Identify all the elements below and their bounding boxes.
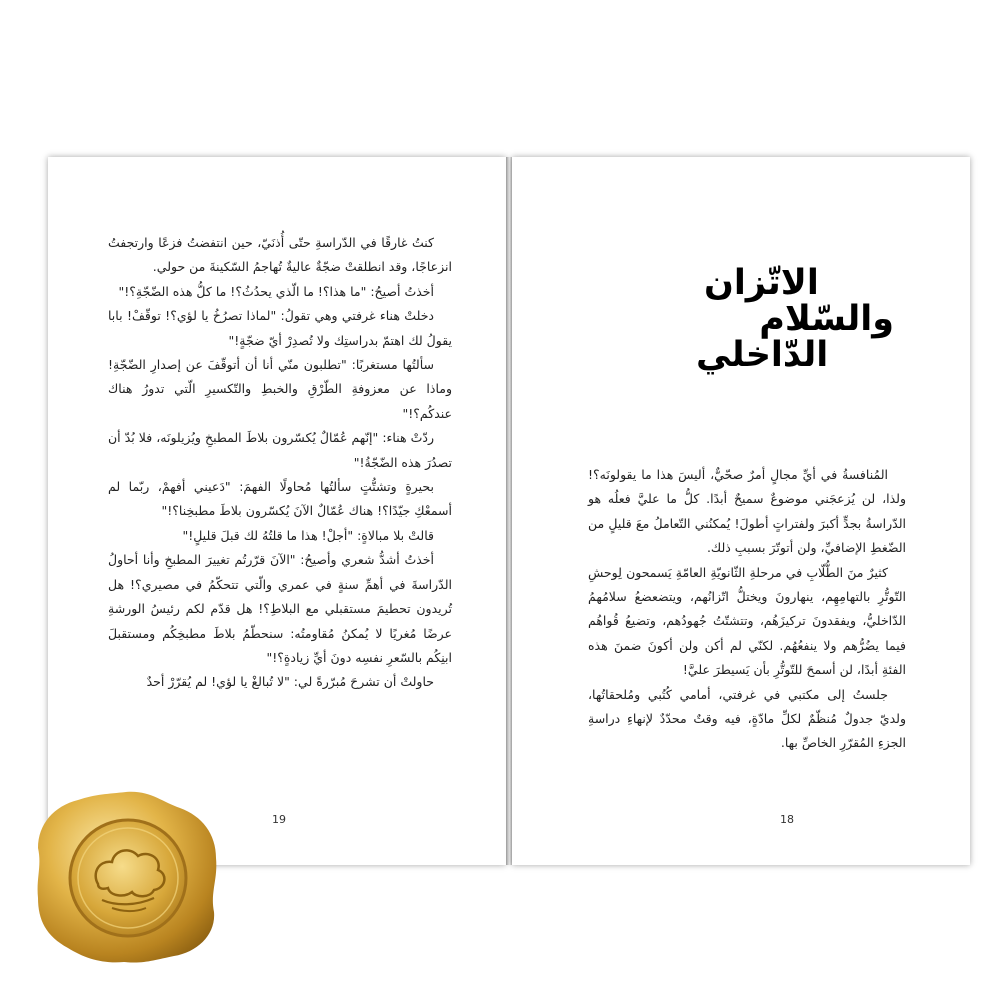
paragraph: حاولتْ أن تشرحَ مُبرّرةً لي: "لا تُبالغْ يا لؤي! لم يُقرّرْ أحدٌ — [146, 674, 434, 690]
paragraph: ردّتْ هناء: "إنّهم عُمّالٌ يُكسّرون بلاطَ المطبخِ ويُزيلونَه، فلا بُدّ أن تصدُرَ هذه الضّجّةُ!" — [108, 430, 452, 470]
paragraph: بحيرةٍ وتشتُّتٍ سألتُها مُحاولًا الفهمَ: "دَعيني أفهمْ، ربّما لم أسمعْكِ جيّدًا؟! هناك عُمّالٌ الآنَ يُكسّرون بلاطَ مطبخِنا؟!" — [108, 479, 452, 519]
paragraph: المُنافسةُ في أيِّ مجالٍ أمرٌ صحّيٌّ، أليسَ هذا ما يقولونَه؟! ولذا، لن يُزعجَني موضوعٌ سميحٌ أبدًا. كلُّ ما عليَّ فعلُه هو الدّراسةُ بجدٍّ أكبرَ ولفتراتٍ أطولَ! يُمكنُني التّعاملُ معَ قليلٍ من الضّغطِ الإضافيِّ، ولن أتوتّرَ بسببِ ذلك. — [588, 467, 906, 556]
paragraph: جلستُ إلى مكتبي في غرفتي، أمامي كُتُبي ومُلحقاتُها، ولديّ جدولٌ مُنظّمٌ لكلِّ مادّةٍ، فيه وقتٌ محدّدٌ لإنهاءِ دراسةِ الجزءِ المُقرّرِ الخاصِّ بها. — [588, 686, 906, 751]
paragraph: دخلتْ هناء غرفتي وهي تقولُ: "لماذا تصرُخُ يا لؤي؟! توقّفْ! بابا يقولُ لك اهتمّ بدراستِك ولا تُصدِرْ أيّ ضجّةٍ!" — [108, 308, 452, 348]
chapter-title-line: الاتّزان — [704, 263, 819, 303]
paragraph: كثيرٌ منَ الطُّلّابِ في مرحلةِ الثّانويّةِ العامّةِ يَسمحون لِوحشِ التّوتُّرِ بالتهامِهِم، ينهارونَ ويختلُّ اتّزانُهم، ويتضعضعُ سلامُهمُ الدّاخليُّ، ويفقدونَ تركيزَهُم، وتتشتّتُ جُهودُهم، وتضيعُ قُواهُم فيما يضُرُّهم ولا ينفعُهُم. لكنّي لم أكن ولن أكونَ ضمنَ هذه الفئةِ أبدًا، لن أسمحَ للتّوتُّرِ بأن يَسيطرَ عليَّ! — [588, 564, 906, 678]
paragraph: أخذتُ أشدُّ شعري وأصيحُ: "الآنَ قرّرتُم تغييرَ المطبخِ وأنا أحاولُ الدّراسةَ في أهمِّ سنةٍ في عمري والّتي تتحكّمُ في مصيري؟! هل تُريدون تحطيمَ مستقبلي مع البلاطِ؟! هل قدّم لكم رئيسُ الورشةِ عرضًا مُغريًا لا يُمكنُ مُقاومتُه: سنحطّمُ بلاطَ مطبخِكُم ومستقبلَ ابنِكُم بالسّعرِ نفسِه دونَ أيِّ زيادةٍ؟!" — [108, 552, 452, 665]
page-number: 19 — [272, 813, 286, 826]
paragraph: قالتْ بلا مبالاةٍ: "أجلْ! هذا ما قلتُهُ لك قبلَ قليلٍ!" — [182, 527, 434, 543]
paragraph: أخذتُ أصيحُ: "ما هذا؟! ما الّذي يحدُثُ؟! ما كلُّ هذه الضّجّةِ؟!" — [118, 283, 434, 299]
open-book — [48, 157, 970, 865]
left-page-text — [108, 231, 452, 695]
wax-seal-icon — [32, 788, 220, 966]
right-page-text — [588, 463, 906, 756]
chapter-title — [688, 265, 908, 373]
right-page — [512, 157, 970, 865]
paragraph: كنتُ غارقًا في الدّراسةِ حتّى أُذنَيّ، حين انتفضتُ فزعًا وارتجفتُ انزعاجًا، وقد انطلقتْ ضجّةٌ عاليةٌ تُهاجمُ السّكينةَ من حولي. — [108, 235, 452, 275]
left-page — [48, 157, 506, 865]
paragraph: سألتُها مستغربًا: "تطلبون منّي أنا أن أتوقّفَ عن إصدارِ الضّجّةِ! وماذا عن معزوفةِ الطّرْقِ والخبطِ والتّكسيرِ الّتي تدورُ هناك عندكُم؟!" — [108, 357, 452, 421]
chapter-title-line: والسّلام — [759, 299, 894, 339]
chapter-title-line: الدّاخلي — [696, 335, 829, 375]
page-number: 18 — [780, 813, 794, 826]
